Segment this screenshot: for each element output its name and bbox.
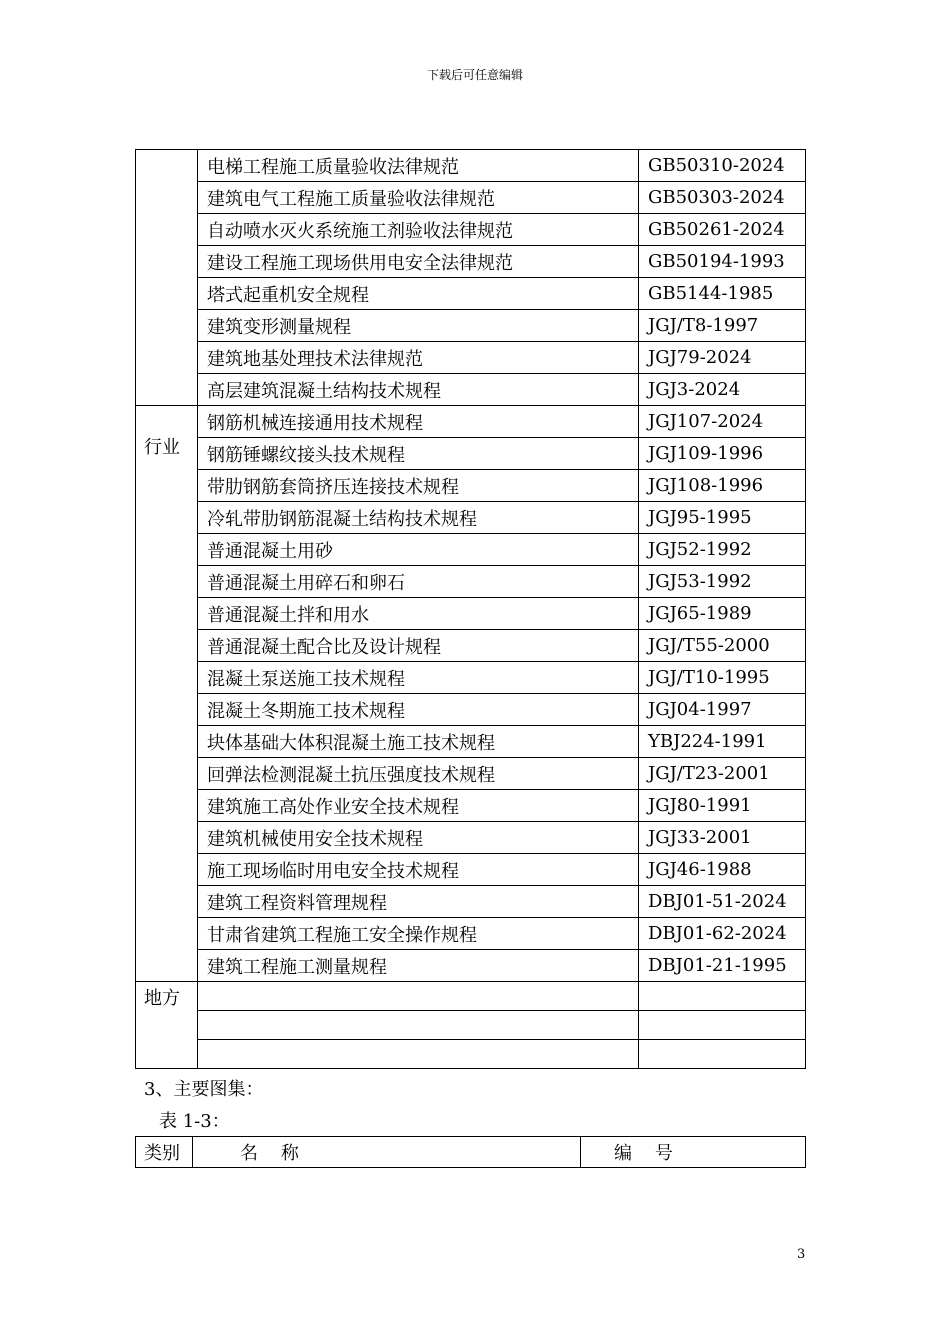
standard-code: JGJ04-1997 xyxy=(639,694,806,726)
page-number: 3 xyxy=(797,1247,806,1262)
table-row xyxy=(136,374,806,406)
empty-cell xyxy=(639,1011,806,1040)
table-row xyxy=(136,438,806,470)
table-row xyxy=(136,790,806,822)
standard-name: 甘肃省建筑工程施工安全操作规程 xyxy=(198,918,639,950)
empty-cell xyxy=(639,1040,806,1069)
empty-cell xyxy=(198,1040,639,1069)
table-row-empty xyxy=(136,1040,806,1069)
header-note: 下载后可任意编辑 xyxy=(426,68,523,82)
standard-name: 普通混凝土用碎石和卵石 xyxy=(198,566,639,598)
category-label: 行业 xyxy=(144,437,180,458)
table-row xyxy=(136,246,806,278)
table-row xyxy=(136,534,806,566)
standard-name: 高层建筑混凝土结构技术规程 xyxy=(198,374,639,406)
standards-table xyxy=(135,149,806,1069)
table-row xyxy=(136,598,806,630)
standard-name: 混凝土泵送施工技术规程 xyxy=(198,662,639,694)
standard-name: 回弹法检测混凝土抗压强度技术规程 xyxy=(198,758,639,790)
standard-code: JGJ109-1996 xyxy=(639,438,806,470)
atlas-header-row xyxy=(136,1137,806,1168)
category-cell-difang xyxy=(136,982,198,1069)
col-name-header: 名 称 xyxy=(193,1137,581,1168)
table-row xyxy=(136,502,806,534)
category-cell-hangye xyxy=(136,406,198,982)
table-row xyxy=(136,182,806,214)
empty-cell xyxy=(198,982,639,1011)
standard-name: 普通混凝土配合比及设计规程 xyxy=(198,630,639,662)
standard-code: JGJ/T10-1995 xyxy=(639,662,806,694)
atlas-table xyxy=(135,1136,806,1168)
table-row xyxy=(136,758,806,790)
standard-name: 塔式起重机安全规程 xyxy=(198,278,639,310)
standard-name: 混凝土冬期施工技术规程 xyxy=(198,694,639,726)
standard-name: 电梯工程施工质量验收法律规范 xyxy=(198,150,639,182)
standard-name: 建筑机械使用安全技术规程 xyxy=(198,822,639,854)
standard-code: JGJ52-1992 xyxy=(639,534,806,566)
table-row xyxy=(136,822,806,854)
standard-code: JGJ108-1996 xyxy=(639,470,806,502)
standard-name: 建筑电气工程施工质量验收法律规范 xyxy=(198,182,639,214)
standard-code: JGJ80-1991 xyxy=(639,790,806,822)
table-row xyxy=(136,630,806,662)
table-row xyxy=(136,886,806,918)
standard-name: 钢筋机械连接通用技术规程 xyxy=(198,406,639,438)
standard-name: 建设工程施工现场供用电安全法律规范 xyxy=(198,246,639,278)
standard-name: 建筑工程施工测量规程 xyxy=(198,950,639,982)
standard-name: 建筑地基处理技术法律规范 xyxy=(198,342,639,374)
table-row xyxy=(136,406,806,438)
standard-code: JGJ33-2001 xyxy=(639,822,806,854)
standard-code: YBJ224-1991 xyxy=(639,726,806,758)
standard-code: DBJ01-21-1995 xyxy=(639,950,806,982)
table-row xyxy=(136,566,806,598)
section3-heading: 3、主要图集： xyxy=(144,1079,264,1100)
table-row xyxy=(136,854,806,886)
standard-code: GB50310-2024 xyxy=(639,150,806,182)
standard-code: GB50194-1993 xyxy=(639,246,806,278)
standard-name: 自动喷水灭火系统施工剂验收法律规范 xyxy=(198,214,639,246)
standard-code: GB5144-1985 xyxy=(639,278,806,310)
standard-code: JGJ95-1995 xyxy=(639,502,806,534)
table-row xyxy=(136,694,806,726)
col-category-header: 类别 xyxy=(136,1137,193,1168)
standard-name: 冷轧带肋钢筋混凝土结构技术规程 xyxy=(198,502,639,534)
empty-cell xyxy=(198,1011,639,1040)
table-row xyxy=(136,278,806,310)
table-row xyxy=(136,342,806,374)
standard-code: JGJ/T55-2000 xyxy=(639,630,806,662)
standard-code: JGJ107-2024 xyxy=(639,406,806,438)
standard-code: JGJ/T8-1997 xyxy=(639,310,806,342)
col-code-header: 编 号 xyxy=(581,1137,806,1168)
table-label: 表 1-3： xyxy=(159,1111,230,1132)
standard-name: 钢筋锤螺纹接头技术规程 xyxy=(198,438,639,470)
standard-name: 施工现场临时用电安全技术规程 xyxy=(198,854,639,886)
table-row xyxy=(136,950,806,982)
table-row xyxy=(136,470,806,502)
table-row-empty xyxy=(136,1011,806,1040)
standard-code: JGJ65-1989 xyxy=(639,598,806,630)
standard-code: JGJ/T23-2001 xyxy=(639,758,806,790)
table-row xyxy=(136,150,806,182)
standard-code: JGJ53-1992 xyxy=(639,566,806,598)
standard-name: 普通混凝土拌和用水 xyxy=(198,598,639,630)
table-row xyxy=(136,662,806,694)
standard-code: JGJ79-2024 xyxy=(639,342,806,374)
category-cell-empty xyxy=(136,150,198,406)
standard-name: 建筑变形测量规程 xyxy=(198,310,639,342)
standard-name: 建筑施工高处作业安全技术规程 xyxy=(198,790,639,822)
category-label: 地方 xyxy=(144,988,180,1009)
table-row xyxy=(136,214,806,246)
standard-name: 块体基础大体积混凝土施工技术规程 xyxy=(198,726,639,758)
empty-cell xyxy=(639,982,806,1011)
standard-code: DBJ01-51-2024 xyxy=(639,886,806,918)
standard-code: JGJ3-2024 xyxy=(639,374,806,406)
table-row xyxy=(136,310,806,342)
standard-code: GB50261-2024 xyxy=(639,214,806,246)
table-row xyxy=(136,726,806,758)
table-row-empty xyxy=(136,982,806,1011)
table-row xyxy=(136,918,806,950)
standard-code: JGJ46-1988 xyxy=(639,854,806,886)
standard-name: 带肋钢筋套筒挤压连接技术规程 xyxy=(198,470,639,502)
standard-name: 普通混凝土用砂 xyxy=(198,534,639,566)
standard-code: DBJ01-62-2024 xyxy=(639,918,806,950)
standard-name: 建筑工程资料管理规程 xyxy=(198,886,639,918)
standard-code: GB50303-2024 xyxy=(639,182,806,214)
